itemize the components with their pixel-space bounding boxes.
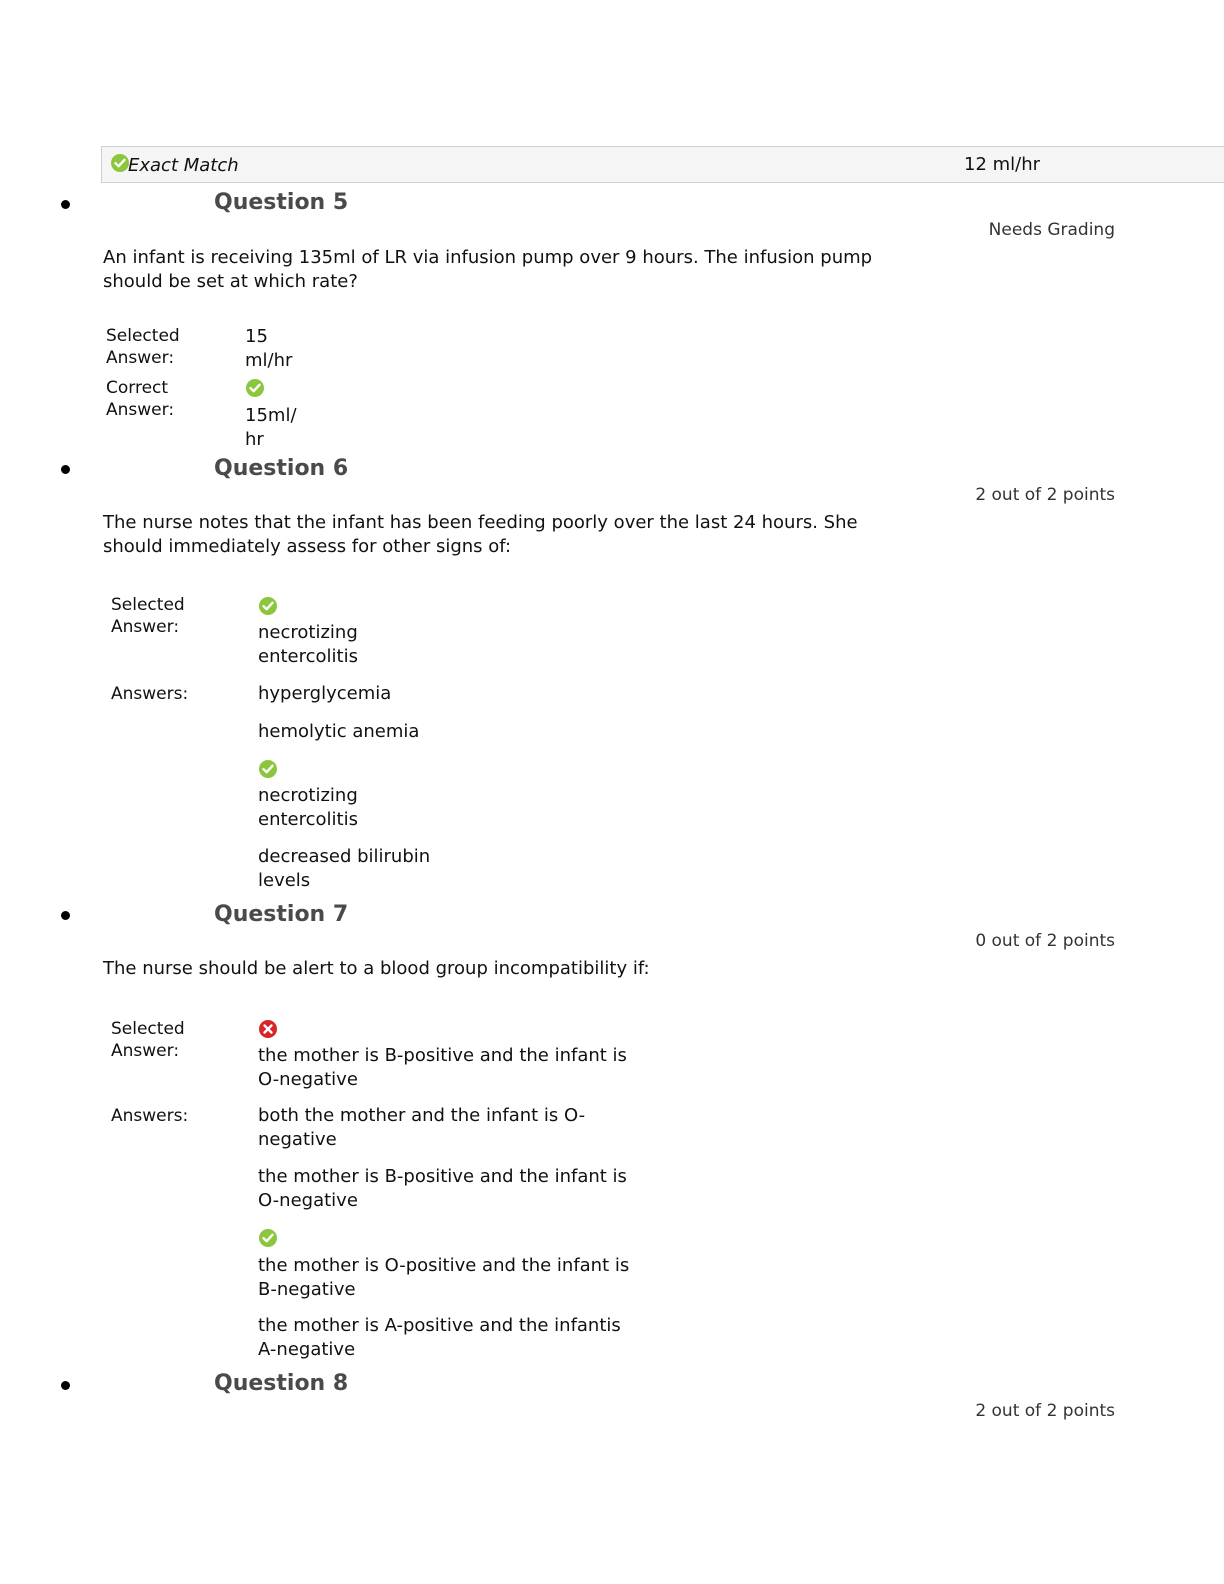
question-title: Question 8 [214,1371,349,1396]
list-bullet [61,911,70,920]
question-score: 2 out of 2 points [975,485,1115,505]
selected-answer-label: Selected Answer: [111,595,185,637]
question-text: The nurse notes that the infant has been feeding poorly over the last 24 hours. She should immediately assess for other signs of: [103,512,858,557]
selected-answer-value: 15 ml/hr [245,326,293,371]
correct-answer-label: Correct Answer: [106,378,175,420]
answer-option-correct: the mother is O-positive and the infant is B-negative [258,1255,630,1300]
list-bullet [61,200,70,209]
question-title: Question 5 [214,190,349,215]
selected-answer-value: the mother is B-positive and the infant is O-negative [258,1045,627,1090]
question-text: An infant is receiving 135ml of LR via infusion pump over 9 hours. The infusion pump should be set at which rate? [103,247,873,292]
exact-match-row [101,146,1224,183]
answers-label: Answers: [111,1106,189,1126]
check-circle-icon [258,759,278,779]
selected-answer-label: Selected Answer: [111,1019,185,1061]
correct-answer-value: 15ml/ hr [245,405,297,450]
answer-option: hyperglycemia [258,683,392,704]
check-circle-icon [258,1228,278,1248]
list-bullet [61,465,70,474]
answer-option-correct: necrotizing entercolitis [258,785,358,830]
question-score: Needs Grading [988,220,1115,240]
question-text: The nurse should be alert to a blood group incompatibility if: [103,958,650,979]
check-circle-icon [110,153,130,173]
exact-match-value: 12 ml/hr [964,154,1041,175]
answers-label: Answers: [111,684,189,704]
list-bullet [61,1381,70,1390]
x-circle-icon [258,1019,278,1039]
answer-option: the mother is B-positive and the infant is O-negative [258,1166,627,1211]
answer-option: decreased bilirubin levels [258,846,431,891]
question-score: 2 out of 2 points [975,1401,1115,1421]
question-score: 0 out of 2 points [975,931,1115,951]
selected-answer-value: necrotizing entercolitis [258,622,358,667]
answer-option: the mother is A-positive and the infantis A-negative [258,1315,621,1360]
question-title: Question 7 [214,902,349,927]
selected-answer-label: Selected Answer: [106,326,180,368]
question-title: Question 6 [214,456,349,481]
answer-option: both the mother and the infant is O- negative [258,1105,586,1150]
exact-match-label: Exact Match [128,155,239,176]
check-circle-icon [258,596,278,616]
check-circle-icon [245,378,265,398]
answer-option: hemolytic anemia [258,721,420,742]
